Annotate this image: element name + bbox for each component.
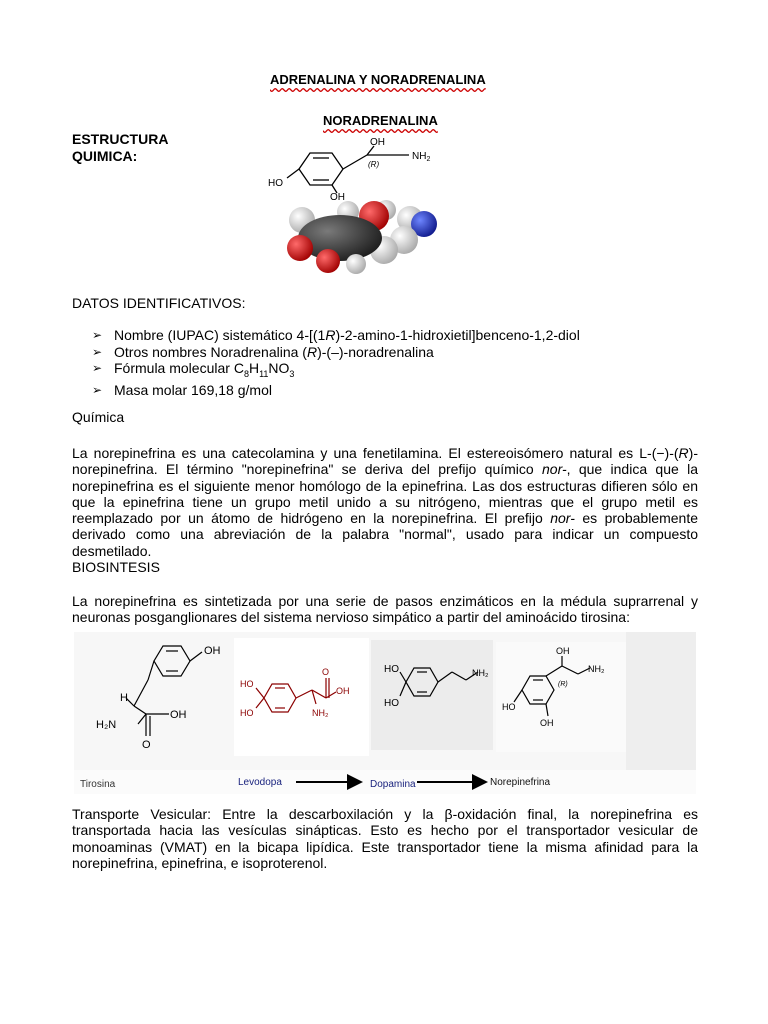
norepinephrine-nh2: NH₂ xyxy=(588,664,605,674)
datos-heading: DATOS IDENTIFICATIVOS: xyxy=(72,295,246,311)
section-title: NORADRENALINA xyxy=(323,113,438,128)
biosintesis-heading: BIOSINTESIS xyxy=(72,559,160,575)
tyr-oh: OH xyxy=(204,645,221,657)
mol-oh-top: OH xyxy=(370,137,385,148)
norepinephrine-oh: OH xyxy=(556,646,570,656)
norepinephrine-ho: HO xyxy=(502,702,516,712)
caption-dopamina: Dopamina xyxy=(370,779,416,790)
identification-list xyxy=(92,327,712,399)
transporte-paragraph: Transporte Vesicular: Entre la descarboxilación y la β-oxidación final, la norepinefrina es transportada hacia las vesículas sinápticas. Esto es hecho por el transportador vesicular de monoaminas (VMAT) en la bicapa lipídica. Este transportador tiene la misma afinidad para la norepinefrina, epinefrina, e isoproterenol. xyxy=(72,806,698,871)
mol-r-label: (R) xyxy=(368,160,380,169)
arrow-bullet-icon: ➢ xyxy=(92,328,103,342)
caption-tirosina: Tirosina xyxy=(80,779,116,790)
tyr-h2n: H₂N xyxy=(96,719,117,731)
list-item: ➢ Otros nombres Noradrenalina (R)-(–)-noradrenalina xyxy=(92,343,434,360)
levodopa-nh2: NH₂ xyxy=(312,708,329,718)
arrow-bullet-icon: ➢ xyxy=(92,383,103,398)
levodopa-oh: OH xyxy=(336,686,350,696)
biosintesis-paragraph: La norepinefrina es sintetizada por una serie de pasos enzimáticos en la médula suprarrenal y neuronas posganglionares del sistema nervioso simpático a partir del aminoácido tirosina: xyxy=(72,593,698,626)
biosynthesis-pathway-figure xyxy=(74,632,696,800)
dopamine-nh2: NH₂ xyxy=(472,668,489,678)
list-item: ➢ Masa molar 169,18 g/mol xyxy=(92,382,272,399)
arrow-bullet-icon: ➢ xyxy=(92,361,103,375)
tyr-o: O xyxy=(142,739,151,751)
norepinephrine-oh-2: OH xyxy=(540,718,554,728)
tyr-h: H xyxy=(120,692,128,704)
tyr-cooh: OH xyxy=(170,709,187,721)
noradrenaline-structure-image xyxy=(262,136,452,202)
list-item: ➢ Nombre (IUPAC) sistemático 4-[(1R)-2-amino-1-hidroxietil]benceno-1,2-diol xyxy=(92,327,580,343)
quimica-paragraph: La norepinefrina es una catecolamina y una fenetilamina. El estereoisómero natural es L-(−)-(R)-norepinefrina. El término "norepinefrina" se deriva del prefijo químico nor-, que indica que la norepinefrina es el siguiente menor homólogo de la epinefrina. Las dos estructuras difieren sólo en que la epinefrina tiene un grupo metil unido a su nitrógeno, mientras que el grupo metil es reemplazado por un átomo de hidrógeno en la norepinefrina. El prefijo nor- es probablemente derivado como una abreviación de la palabra "normal", usado para indicar un compuesto desmetilado. xyxy=(72,445,698,559)
mol-nh2: $NH_2$ xyxy=(412,151,431,163)
list-item: ➢ Fórmula molecular $C_8H_{11}NO_3$ xyxy=(92,360,295,379)
mol-oh-bottom: OH xyxy=(330,192,345,202)
caption-levodopa: Levodopa xyxy=(238,777,282,788)
mol-ho-left: HO xyxy=(268,178,283,189)
levodopa-ho-1: HO xyxy=(240,679,254,689)
levodopa-o: O xyxy=(322,667,330,677)
levodopa-ho-2: HO xyxy=(240,708,254,718)
dopamine-ho-2: HO xyxy=(384,698,399,709)
arrow-bullet-icon: ➢ xyxy=(92,344,103,359)
document-title: ADRENALINA Y NORADRENALINA xyxy=(270,72,486,87)
norepinephrine-r: (R) xyxy=(558,681,568,688)
quimica-heading: Química xyxy=(72,409,125,425)
caption-norepinefrina: Norepinefrina xyxy=(490,777,551,788)
dopamine-ho-1: HO xyxy=(384,664,399,675)
structure-label: ESTRUCTURA QUIMICA: xyxy=(72,131,169,164)
noradrenaline-3d-model-image xyxy=(280,200,452,274)
